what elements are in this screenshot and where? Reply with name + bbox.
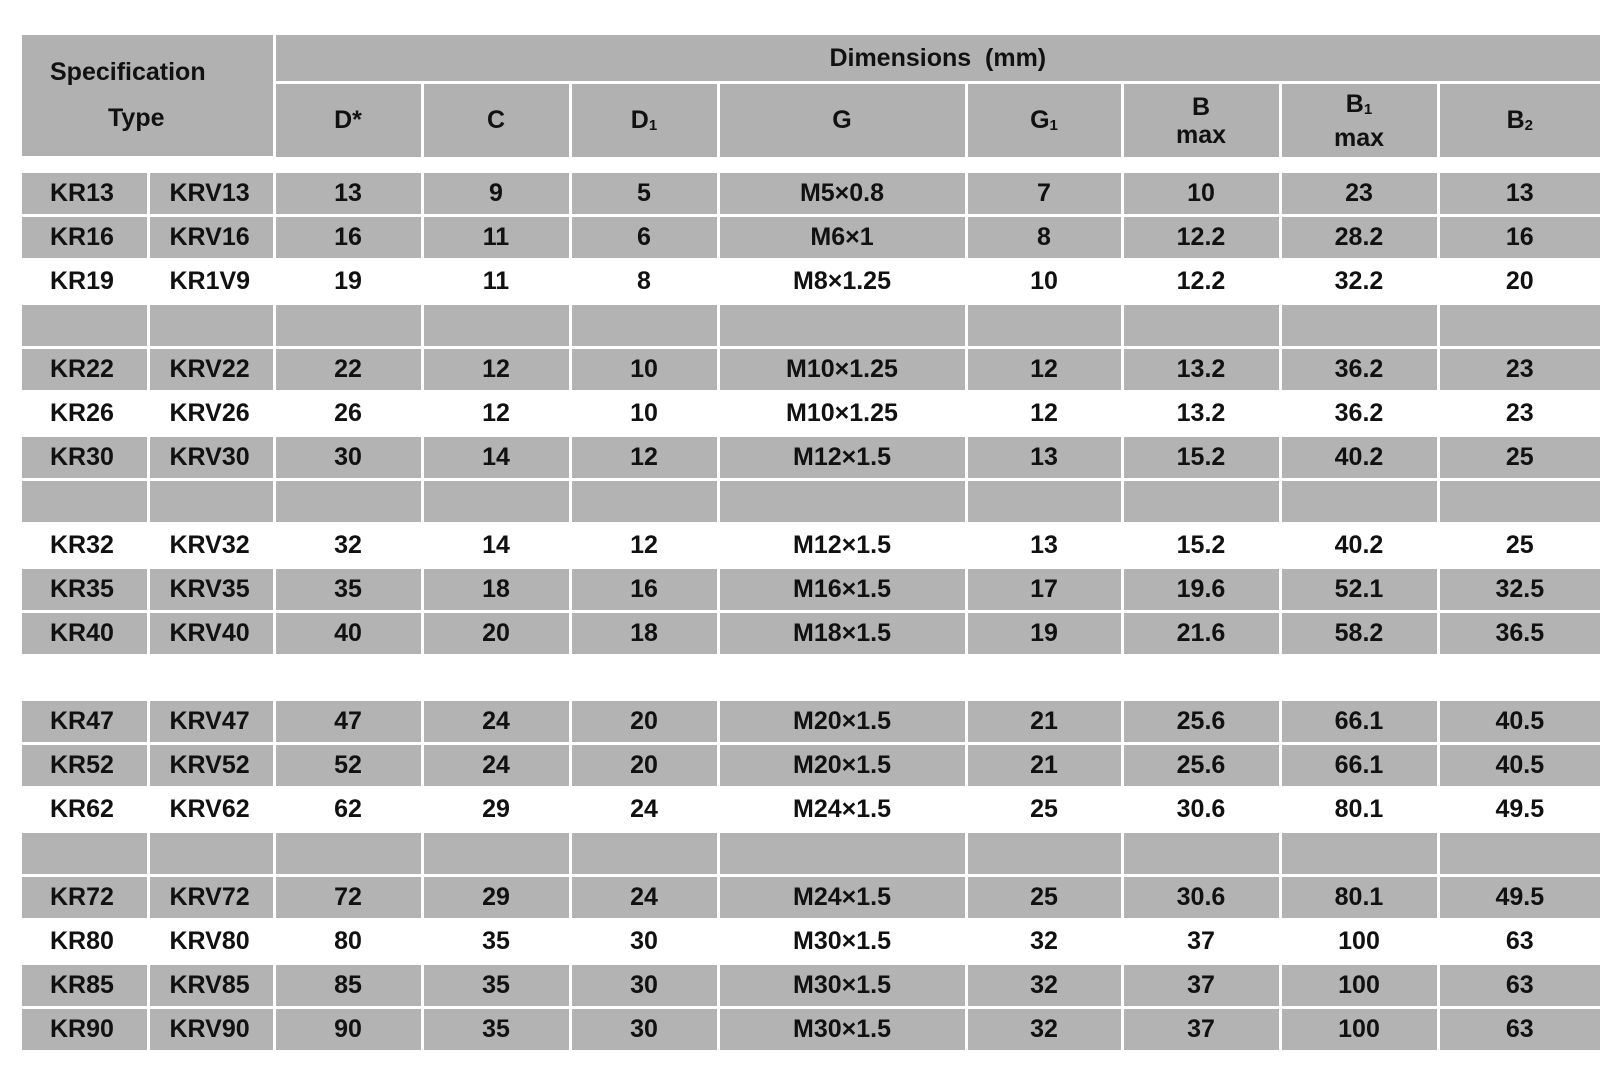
spacer-cell [422, 479, 570, 523]
spacer-cell [718, 655, 966, 699]
cell-b2: 40.5 [1438, 699, 1600, 743]
cell-b1: 58.2 [1280, 611, 1438, 655]
cell-b2: 16 [1438, 215, 1600, 259]
cell-d1: 6 [570, 215, 718, 259]
cell-b1: 28.2 [1280, 215, 1438, 259]
cell-b2: 49.5 [1438, 875, 1600, 919]
spacer-cell [718, 303, 966, 347]
col-header-d: D* [274, 83, 422, 158]
cell-d1: 12 [570, 435, 718, 479]
cell-g1: 32 [966, 919, 1122, 963]
spacer-row [22, 831, 1600, 875]
cell-c: 11 [422, 215, 570, 259]
cell-krv: KRV52 [148, 743, 274, 787]
table-row [22, 1007, 1600, 1051]
cell-c: 12 [422, 391, 570, 435]
cell-b2: 63 [1438, 919, 1600, 963]
cell-d: 30 [274, 435, 422, 479]
cell-b1: 36.2 [1280, 391, 1438, 435]
spacer-cell [1122, 479, 1280, 523]
cell-g: M12×1.5 [718, 523, 966, 567]
spacer-cell [1122, 831, 1280, 875]
spacer-cell [22, 655, 148, 699]
cell-d1: 8 [570, 259, 718, 303]
cell-g: M24×1.5 [718, 875, 966, 919]
cell-g: M5×0.8 [718, 173, 966, 216]
cell-c: 9 [422, 173, 570, 216]
cell-g1: 25 [966, 787, 1122, 831]
cell-g: M20×1.5 [718, 699, 966, 743]
cell-krv: KRV47 [148, 699, 274, 743]
cell-d1: 10 [570, 391, 718, 435]
cell-kr: KR52 [22, 743, 148, 787]
table-body [22, 173, 1600, 1052]
cell-g1: 21 [966, 743, 1122, 787]
cell-b2: 23 [1438, 347, 1600, 391]
cell-b1: 100 [1280, 963, 1438, 1007]
cell-d1: 20 [570, 743, 718, 787]
cell-g: M30×1.5 [718, 1007, 966, 1051]
spacer-cell [570, 655, 718, 699]
cell-c: 14 [422, 523, 570, 567]
table-row [22, 787, 1600, 831]
spacer-cell [148, 831, 274, 875]
cell-c: 24 [422, 699, 570, 743]
cell-krv: KRV90 [148, 1007, 274, 1051]
cell-c: 29 [422, 787, 570, 831]
cell-d: 35 [274, 567, 422, 611]
cell-b1: 80.1 [1280, 875, 1438, 919]
spacer-cell [274, 303, 422, 347]
cell-d: 52 [274, 743, 422, 787]
cell-c: 18 [422, 567, 570, 611]
cell-b: 37 [1122, 1007, 1280, 1051]
cell-b: 12.2 [1122, 215, 1280, 259]
cell-b: 15.2 [1122, 435, 1280, 479]
cell-d: 62 [274, 787, 422, 831]
cell-krv: KR1V9 [148, 259, 274, 303]
cell-d1: 16 [570, 567, 718, 611]
col-header-g: G [718, 83, 966, 158]
cell-c: 24 [422, 743, 570, 787]
dimensions-table [22, 35, 1600, 1053]
cell-g: M10×1.25 [718, 391, 966, 435]
cell-kr: KR32 [22, 523, 148, 567]
col-header-b1-max: $B_1$ max [1280, 83, 1438, 158]
spacer-cell [1438, 479, 1600, 523]
spacer-cell [1122, 303, 1280, 347]
cell-b1: 32.2 [1280, 259, 1438, 303]
table-row [22, 875, 1600, 919]
spacer-cell [22, 479, 148, 523]
cell-c: 12 [422, 347, 570, 391]
cell-kr: KR47 [22, 699, 148, 743]
spec-header-line2: Type [108, 104, 165, 133]
cell-b1: 40.2 [1280, 435, 1438, 479]
cell-krv: KRV16 [148, 215, 274, 259]
cell-g: M20×1.5 [718, 743, 966, 787]
cell-d: 47 [274, 699, 422, 743]
cell-kr: KR80 [22, 919, 148, 963]
cell-d1: 24 [570, 875, 718, 919]
spacer-cell [570, 831, 718, 875]
cell-g1: 13 [966, 435, 1122, 479]
cell-g1: 21 [966, 699, 1122, 743]
spacer-cell [422, 831, 570, 875]
cell-kr: KR85 [22, 963, 148, 1007]
spacer-row [22, 655, 1600, 699]
cell-b1: 66.1 [1280, 743, 1438, 787]
cell-kr: KR13 [22, 173, 148, 216]
cell-kr: KR26 [22, 391, 148, 435]
cell-b1: 40.2 [1280, 523, 1438, 567]
cell-b2: 13 [1438, 173, 1600, 216]
spacer-cell [274, 831, 422, 875]
spacer-cell [966, 303, 1122, 347]
cell-g1: 12 [966, 347, 1122, 391]
dimensions-table-wrapper [22, 35, 1600, 1053]
cell-b2: 63 [1438, 1007, 1600, 1051]
cell-d: 32 [274, 523, 422, 567]
cell-d: 13 [274, 173, 422, 216]
cell-kr: KR72 [22, 875, 148, 919]
cell-g1: 17 [966, 567, 1122, 611]
spacer-cell [1122, 655, 1280, 699]
cell-g: M6×1 [718, 215, 966, 259]
cell-b2: 63 [1438, 963, 1600, 1007]
cell-krv: KRV22 [148, 347, 274, 391]
cell-d: 90 [274, 1007, 422, 1051]
cell-b: 25.6 [1122, 743, 1280, 787]
cell-b: 21.6 [1122, 611, 1280, 655]
cell-b: 37 [1122, 919, 1280, 963]
cell-g1: 32 [966, 1007, 1122, 1051]
table-row [22, 611, 1600, 655]
cell-b: 25.6 [1122, 699, 1280, 743]
cell-g1: 32 [966, 963, 1122, 1007]
col-header-b-max: B max [1122, 83, 1280, 158]
spacer-cell [1280, 303, 1438, 347]
cell-g: M12×1.5 [718, 435, 966, 479]
cell-c: 11 [422, 259, 570, 303]
cell-b2: 25 [1438, 435, 1600, 479]
cell-d1: 5 [570, 173, 718, 216]
cell-b1: 23 [1280, 173, 1438, 216]
cell-d1: 20 [570, 699, 718, 743]
table-row [22, 259, 1600, 303]
spacer-row [22, 479, 1600, 523]
spacer-cell [22, 831, 148, 875]
cell-b1: 36.2 [1280, 347, 1438, 391]
cell-c: 20 [422, 611, 570, 655]
cell-d: 40 [274, 611, 422, 655]
spacer-cell [1280, 831, 1438, 875]
cell-d1: 30 [570, 963, 718, 1007]
cell-g: M18×1.5 [718, 611, 966, 655]
cell-kr: KR22 [22, 347, 148, 391]
table-row [22, 743, 1600, 787]
cell-kr: KR62 [22, 787, 148, 831]
cell-kr: KR19 [22, 259, 148, 303]
cell-krv: KRV26 [148, 391, 274, 435]
cell-g1: 8 [966, 215, 1122, 259]
cell-d1: 10 [570, 347, 718, 391]
table-row [22, 963, 1600, 1007]
cell-d: 85 [274, 963, 422, 1007]
spacer-cell [1438, 655, 1600, 699]
spacer-cell [422, 303, 570, 347]
cell-b1: 100 [1280, 919, 1438, 963]
spacer-cell [1438, 303, 1600, 347]
cell-d1: 30 [570, 919, 718, 963]
cell-krv: KRV80 [148, 919, 274, 963]
table-row [22, 347, 1600, 391]
cell-kr: KR40 [22, 611, 148, 655]
cell-krv: KRV72 [148, 875, 274, 919]
cell-d: 26 [274, 391, 422, 435]
cell-d1: 24 [570, 787, 718, 831]
spacer-cell [966, 479, 1122, 523]
cell-b: 19.6 [1122, 567, 1280, 611]
spacer-cell [148, 479, 274, 523]
spacer-cell [966, 655, 1122, 699]
cell-b2: 36.5 [1438, 611, 1600, 655]
col-header-d1: $D_1$ [570, 83, 718, 158]
cell-c: 29 [422, 875, 570, 919]
col-header-g1: $G_1$ [966, 83, 1122, 158]
cell-b1: 100 [1280, 1007, 1438, 1051]
cell-krv: KRV40 [148, 611, 274, 655]
table-row [22, 523, 1600, 567]
spacer-cell [570, 479, 718, 523]
cell-g1: 19 [966, 611, 1122, 655]
spacer-cell [274, 655, 422, 699]
cell-b2: 23 [1438, 391, 1600, 435]
spacer-cell [422, 655, 570, 699]
cell-b: 12.2 [1122, 259, 1280, 303]
cell-b1: 80.1 [1280, 787, 1438, 831]
spacer-cell [718, 479, 966, 523]
cell-b: 13.2 [1122, 347, 1280, 391]
cell-d: 72 [274, 875, 422, 919]
cell-b: 37 [1122, 963, 1280, 1007]
cell-g1: 10 [966, 259, 1122, 303]
cell-krv: KRV13 [148, 173, 274, 216]
dimensions-header: Dimensions (mm) [274, 35, 1600, 83]
cell-krv: KRV85 [148, 963, 274, 1007]
cell-d: 16 [274, 215, 422, 259]
cell-g: M24×1.5 [718, 787, 966, 831]
spacer-cell [1438, 831, 1600, 875]
spec-header-line1: Specification [50, 58, 206, 87]
spacer-cell [966, 831, 1122, 875]
cell-b: 30.6 [1122, 787, 1280, 831]
spacer-cell [1280, 479, 1438, 523]
cell-kr: KR35 [22, 567, 148, 611]
cell-b2: 25 [1438, 523, 1600, 567]
cell-g1: 7 [966, 173, 1122, 216]
spacer-cell [570, 303, 718, 347]
cell-c: 35 [422, 919, 570, 963]
cell-d1: 12 [570, 523, 718, 567]
spacer-row [22, 303, 1600, 347]
cell-kr: KR90 [22, 1007, 148, 1051]
cell-d: 22 [274, 347, 422, 391]
cell-krv: KRV35 [148, 567, 274, 611]
cell-c: 35 [422, 1007, 570, 1051]
cell-kr: KR30 [22, 435, 148, 479]
cell-krv: KRV30 [148, 435, 274, 479]
spacer-cell [1280, 655, 1438, 699]
table-row [22, 215, 1600, 259]
col-header-b2: $B_2$ [1438, 83, 1600, 158]
table-row [22, 567, 1600, 611]
cell-g1: 25 [966, 875, 1122, 919]
cell-b1: 52.1 [1280, 567, 1438, 611]
cell-krv: KRV62 [148, 787, 274, 831]
cell-c: 14 [422, 435, 570, 479]
cell-b: 30.6 [1122, 875, 1280, 919]
cell-g: M30×1.5 [718, 963, 966, 1007]
spacer-cell [148, 303, 274, 347]
cell-g1: 12 [966, 391, 1122, 435]
cell-d1: 18 [570, 611, 718, 655]
spacer-cell [274, 479, 422, 523]
spacer-cell [22, 303, 148, 347]
table-row [22, 391, 1600, 435]
cell-g1: 13 [966, 523, 1122, 567]
cell-c: 35 [422, 963, 570, 1007]
cell-b: 15.2 [1122, 523, 1280, 567]
table-row [22, 173, 1600, 216]
cell-g: M10×1.25 [718, 347, 966, 391]
cell-b2: 32.5 [1438, 567, 1600, 611]
cell-d: 19 [274, 259, 422, 303]
spec-type-header [22, 35, 274, 157]
cell-b: 10 [1122, 173, 1280, 216]
cell-b1: 66.1 [1280, 699, 1438, 743]
cell-g: M8×1.25 [718, 259, 966, 303]
cell-g: M30×1.5 [718, 919, 966, 963]
table-row [22, 919, 1600, 963]
table-row [22, 435, 1600, 479]
cell-b: 13.2 [1122, 391, 1280, 435]
spacer-cell [148, 655, 274, 699]
cell-d1: 30 [570, 1007, 718, 1051]
cell-kr: KR16 [22, 215, 148, 259]
cell-b2: 40.5 [1438, 743, 1600, 787]
col-header-c: C [422, 83, 570, 158]
cell-d: 80 [274, 919, 422, 963]
cell-krv: KRV32 [148, 523, 274, 567]
table-row [22, 699, 1600, 743]
cell-g: M16×1.5 [718, 567, 966, 611]
spacer-cell [718, 831, 966, 875]
cell-b2: 20 [1438, 259, 1600, 303]
cell-b2: 49.5 [1438, 787, 1600, 831]
